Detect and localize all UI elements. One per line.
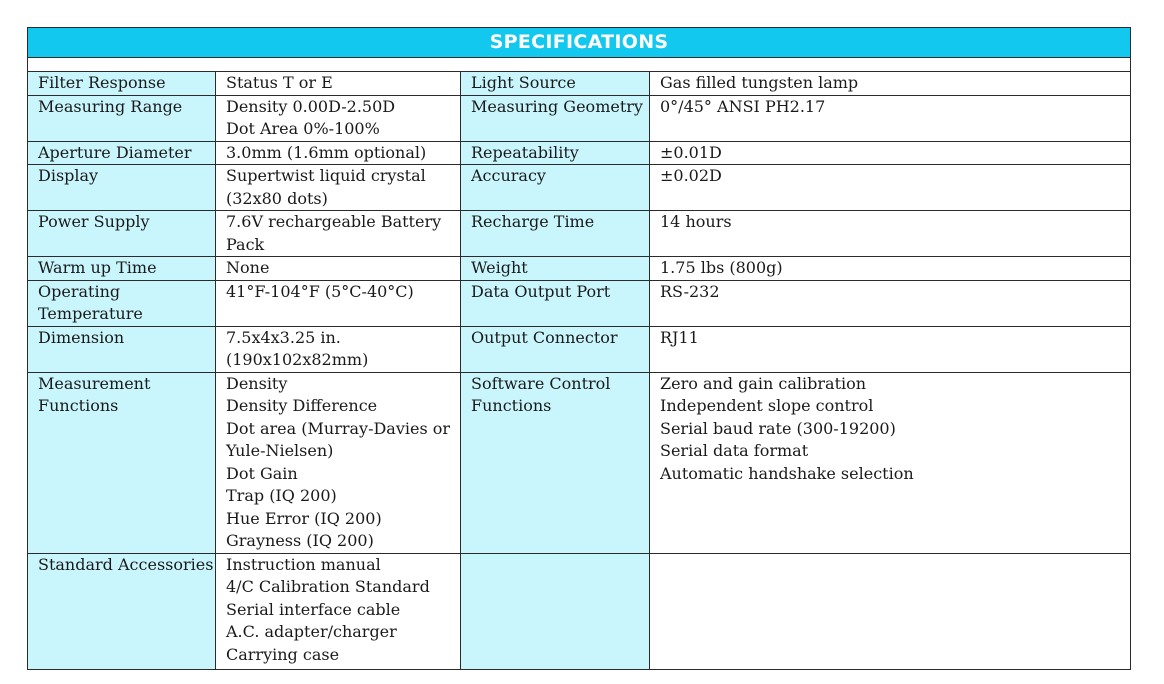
spec-value-cell [650,553,1131,669]
spec-value-cell [216,280,461,326]
spec-value-cell [650,211,1131,257]
spec-label-cell [28,257,216,281]
spec-label-cell [461,95,650,141]
spec-value-line: Trap (IQ 200) [226,486,337,505]
spec-value-cell [650,72,1131,96]
spec-value-cell [650,372,1131,553]
spec-value-cell [216,95,461,141]
table-row [28,280,1131,326]
table-row [28,165,1131,211]
spec-value-line: Grayness (IQ 200) [226,531,374,550]
spec-label-cell [28,280,216,326]
spec-label-cell [461,372,650,553]
spec-value-line: RJ11 [660,327,699,347]
spec-label-cell [461,165,650,211]
spec-value-line: Dot Area 0%-100% [226,119,380,138]
spec-label-cell [461,553,650,669]
spec-value-line: ±0.02D [660,166,722,185]
spec-value-line: Supertwist liquid crystal [226,166,426,185]
spec-value-line: (190x102x82mm) [226,350,369,369]
spec-value-line: Instruction manual [226,554,381,574]
spec-label-cell [28,141,216,165]
table-row [28,141,1131,165]
spec-label-cell [461,257,650,281]
spec-label-line: Warm up Time [38,258,157,277]
spec-value-cell [216,372,461,553]
spec-value-line: 1.75 lbs (800g) [660,258,783,277]
spec-value-cell [650,141,1131,165]
spec-label-cell [28,165,216,211]
spec-value-cell [216,257,461,281]
spec-label-line: Dimension [38,327,125,347]
spec-value-line: Hue Error (IQ 200) [226,508,382,528]
spec-value-line: Independent slope control [660,396,874,415]
spec-value-cell [216,72,461,96]
spec-label-line: Data Output Port [471,281,611,301]
spec-label-cell [28,95,216,141]
spec-label-cell [461,72,650,96]
spec-value-line: Gas filled tungsten lamp [660,73,859,92]
spec-value-line: Pack [226,234,265,254]
table-row [28,257,1131,281]
spec-value-line: Automatic handshake selection [660,463,914,483]
spec-value-line: 7.6V rechargeable Battery [226,212,442,231]
spec-value-cell [650,257,1131,281]
spec-value-line: 7.5x4x3.25 in. [226,327,341,347]
spec-value-line: ±0.01D [660,142,722,162]
spec-value-line: Serial data format [660,441,809,460]
spacer-row [28,58,1131,72]
spec-label-cell [28,372,216,553]
spec-value-line: 41°F-104°F (5°C-40°C) [226,281,414,301]
spec-label-line: Functions [471,396,552,415]
spec-label-line: Recharge Time [471,212,595,231]
title-row [28,28,1131,58]
table-row [28,372,1131,553]
spec-label-line: Measuring Geometry [471,96,643,116]
spec-value-line: Zero and gain calibration [660,373,867,393]
spec-label-line: Standard Accessories [38,554,214,574]
spec-value-cell [216,553,461,669]
spec-label-cell [461,141,650,165]
spec-value-line: Dot area (Murray-Davies or [226,418,451,438]
spec-value-line: 3.0mm (1.6mm optional) [226,142,427,162]
table-row [28,553,1131,669]
spec-value-line: Serial interface cable [226,599,401,619]
spec-value-line: Dot Gain [226,463,298,483]
spec-label-line: Filter Response [38,73,166,92]
specifications-table [27,27,1131,670]
spec-label-line: Software Control [471,373,611,393]
spec-label-line: Output Connector [471,327,618,347]
spec-value-line: Density [226,373,288,393]
spec-value-line: Density Difference [226,396,378,415]
spec-value-cell [216,326,461,372]
spec-value-cell [216,211,461,257]
spec-body [28,72,1131,670]
spec-value-cell [216,165,461,211]
spec-value-line: A.C. adapter/charger [226,622,397,641]
spec-value-cell [650,280,1131,326]
spec-value-line: Yule-Nielsen) [226,441,334,460]
spec-value-line: (32x80 dots) [226,188,328,208]
spec-label-cell [461,326,650,372]
spec-label-line: Repeatability [471,142,579,162]
spec-value-line: Density 0.00D-2.50D [226,96,396,116]
spec-label-line: Measurement [38,373,151,393]
table-row [28,211,1131,257]
spec-label-line: Functions [38,396,119,415]
spec-value-line: RS-232 [660,281,720,301]
table-row [28,95,1131,141]
spec-value-line: 14 hours [660,212,732,231]
spec-label-cell [461,211,650,257]
spec-label-cell [461,280,650,326]
table-row [28,326,1131,372]
spec-value-cell [216,141,461,165]
spec-label-line: Temperature [38,304,143,323]
spec-label-line: Measuring Range [38,96,183,116]
spec-label-cell [28,211,216,257]
spacer-cell [28,58,1131,72]
spec-label-line: Weight [471,258,528,277]
spec-label-cell [28,326,216,372]
spec-label-line: Operating [38,281,121,301]
table-row [28,72,1131,96]
spec-label-line: Display [38,166,99,185]
spec-label-line: Aperture Diameter [38,142,192,162]
spec-label-cell [28,72,216,96]
spec-value-cell [650,95,1131,141]
spec-value-cell [650,326,1131,372]
spec-value-line: Status T or E [226,73,333,92]
spec-value-cell [650,165,1131,211]
spec-value-line: Serial baud rate (300-19200) [660,418,896,438]
spec-value-line: 4/C Calibration Standard [226,577,430,596]
table-title: SPECIFICATIONS [28,28,1131,58]
spec-label-line: Accuracy [471,166,546,185]
spec-label-line: Light Source [471,73,576,92]
spec-label-cell [28,553,216,669]
spec-value-line: 0°/45° ANSI PH2.17 [660,96,826,116]
spec-label-line: Power Supply [38,212,150,231]
spec-value-line: Carrying case [226,644,340,664]
spec-value-line: None [226,258,270,277]
